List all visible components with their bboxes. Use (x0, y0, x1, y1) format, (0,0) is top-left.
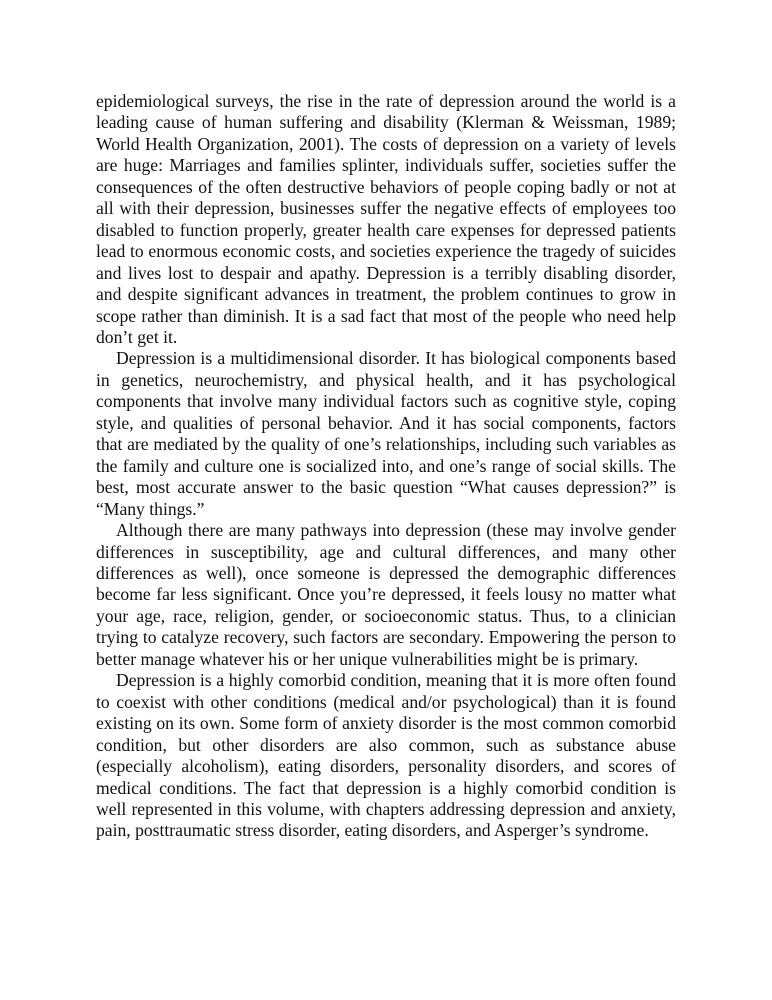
paragraph-comorbid: Depression is a highly comorbid condition, meaning that it is more often found to coexist with other conditions (medical and/or psychological) than it is found existing on its own. Some form of anxiety disorder is the most common comorbid condition, but other disorders are also common, such as substance abuse (especially alcoholism), eating disorders, personality disorders, and scores of medical conditions. The fact that depression is a highly comorbid condition is well represented in this volume, with chapters addressing depression and anxiety, pain, posttraumatic stress disorder, eating disorders, and Asperger’s syndrome. (96, 670, 676, 841)
page-body (96, 91, 676, 842)
paragraph-pathways: Although there are many pathways into depression (these may involve gender differences in susceptibility, age and cultural differences, and many other differences as well), once someone is depressed the demographic differences become far less significant. Once you’re depressed, it feels lousy no matter what your age, race, religion, gender, or socioeconomic status. Thus, to a clinician trying to catalyze recovery, such factors are secondary. Empowering the person to better manage whatever his or her unique vulnerabilities might be is primary. (96, 520, 676, 669)
paragraph-multidimensional: Depression is a multidimensional disorder. It has biological components based in genetics, neurochemistry, and physical health, and it has psychological components that involve many individual factors such as cognitive style, coping style, and qualities of personal behavior. And it has social components, factors that are mediated by the quality of one’s relationships, including such variables as the family and culture one is socialized into, and one’s range of social skills. The best, most accurate answer to the basic question “What causes depression?” is “Many things.” (96, 348, 676, 519)
paragraph-continuation: epidemiological surveys, the rise in the rate of depression around the world is a leading cause of human suffering and disability (Klerman & Weissman, 1989; World Health Organization, 2001). The costs of depression on a variety of levels are huge: Marriages and families splinter, individuals suffer, societies suffer the consequences of the often destructive behaviors of people coping badly or not at all with their depression, businesses suffer the negative effects of employees too disabled to function properly, greater health care expenses for depressed patients lead to enormous economic costs, and societies experience the tragedy of suicides and lives lost to despair and apathy. Depression is a terribly disabling disorder, and despite significant advances in treatment, the problem continues to grow in scope rather than diminish. It is a sad fact that most of the people who need help don’t get it. (96, 91, 676, 347)
